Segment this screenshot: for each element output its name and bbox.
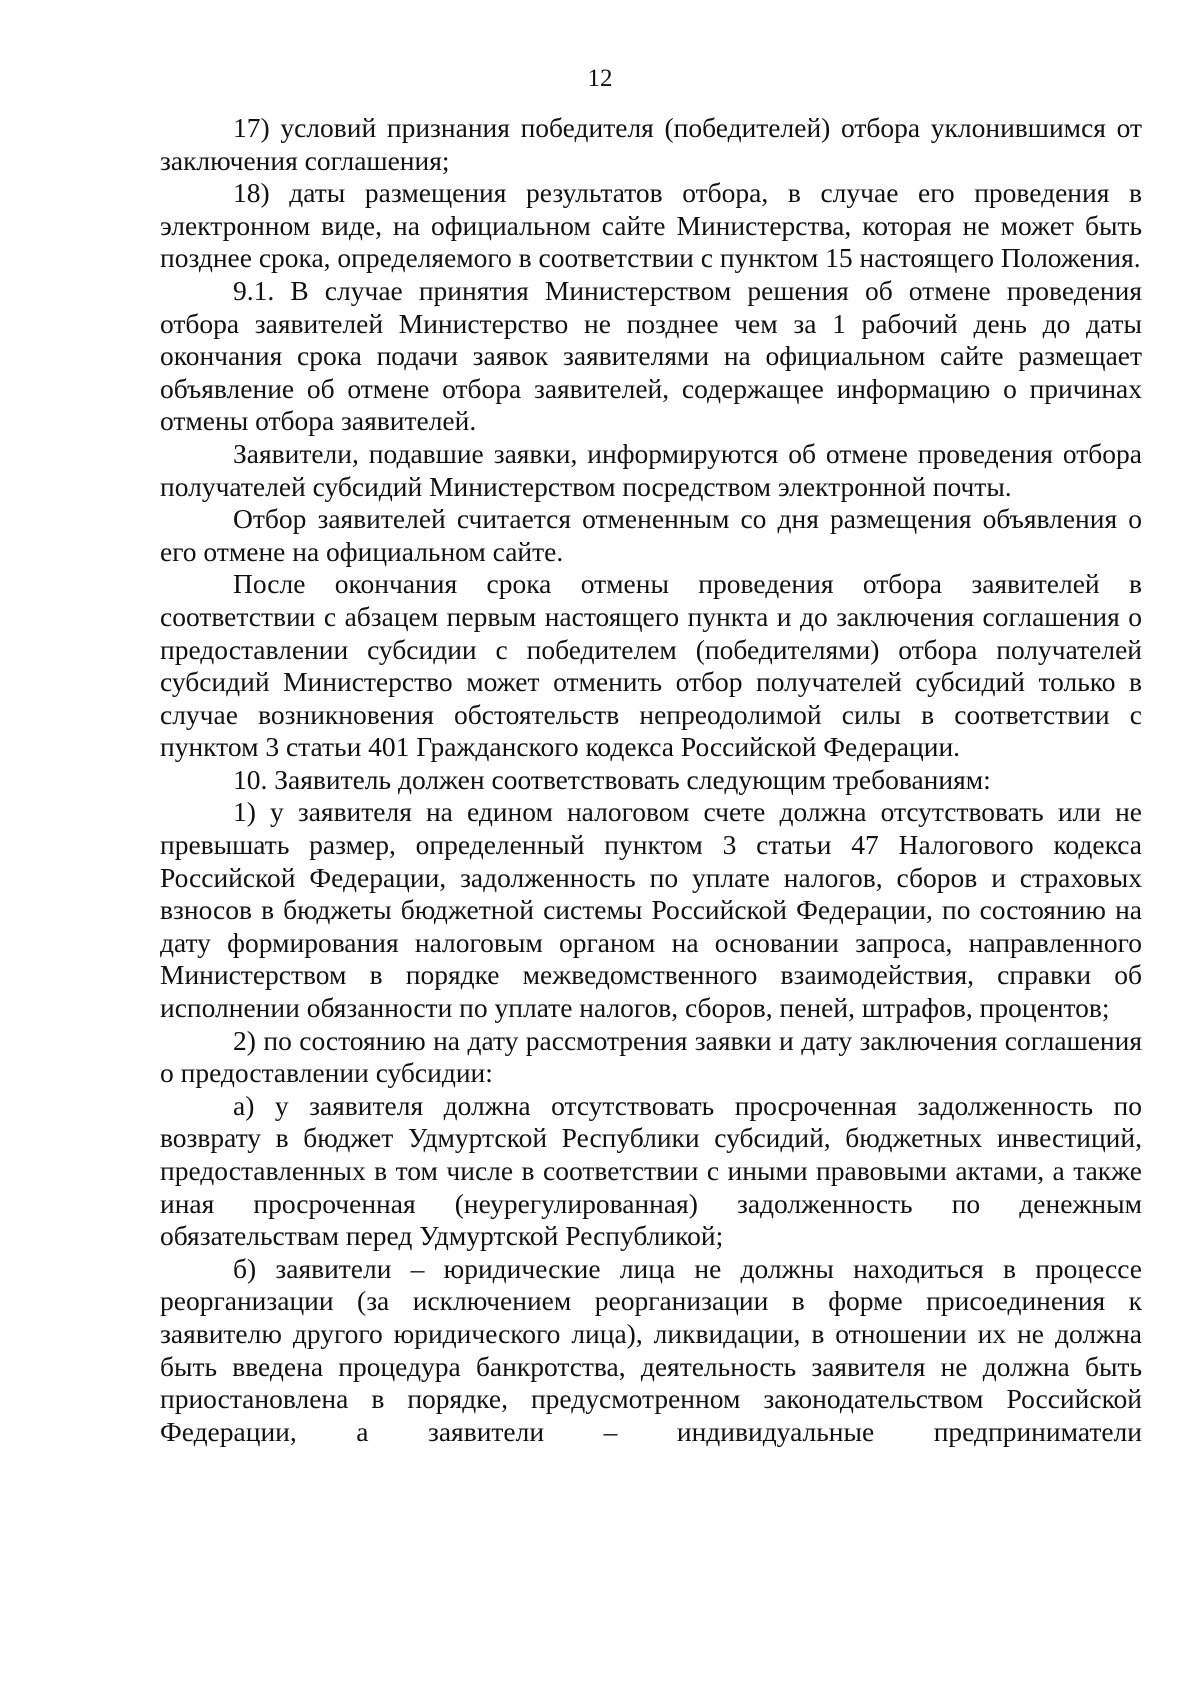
paragraph-item-17: 17) условий признания победителя (победителей) отбора уклонившимся от заключения соглашения;	[160, 112, 1142, 176]
paragraph-applicants-informed: Заявители, подавшие заявки, информируются об отмене проведения отбора получателей субсидий Министерством посредством электронной почты.	[160, 437, 1142, 502]
paragraph-9-1: 9.1. В случае принятия Министерством решения об отмене проведения отбора заявителей Министерство не позднее чем за 1 рабочий день до даты окончания срока подачи заявок заявителями на официальном сайте размещает объявление об отмене отбора заявителей, содержащее информацию о причинах отмены отбора заявителей.	[160, 274, 1142, 437]
paragraph-requirement-2: 2) по состоянию на дату рассмотрения заявки и дату заключения соглашения о предоставлении субсидии:	[160, 1024, 1142, 1089]
paragraph-10: 10. Заявитель должен соответствовать следующим требованиям:	[233, 763, 991, 795]
page-number: 12	[587, 65, 613, 92]
paragraph-after-cancellation-period: После окончания срока отмены проведения отбора заявителей в соответствии с абзацем первым настоящего пункта и до заключения соглашения о предоставлении субсидии с победителем (победителями) отбора получателей субсидий Министерство может отменить отбор получателей субсидий только в случае возникновения обстоятельств непреодолимой силы в соответствии с пунктом 3 статьи 401 Гражданского кодекса Российской Федерации.	[160, 568, 1142, 763]
paragraph-selection-cancelled: Отбор заявителей считается отмененным со дня размещения объявления о его отмене на официальном сайте.	[160, 503, 1142, 567]
paragraph-requirement-2b: б) заявители – юридические лица не должны находиться в процессе реорганизации (за исключением реорганизации в форме присоединения к заявителю другого юридического лица), ликвидации, в отношении их не должна быть введена процедура банкротства, деятельность заявителя не должна быть приостановлена в порядке, предусмотренном законодательством Российской Федерации, а заявители – индивидуальные предприниматели	[160, 1252, 1142, 1447]
paragraph-requirement-2a: а) у заявителя должна отсутствовать просроченная задолженность по возврату в бюджет Удмуртской Республики субсидий, бюджетных инвестиций, предоставленных в том числе в соответствии с иными правовыми актами, а также иная просроченная (неурегулированная) задолженность по денежным обязательствам перед Удмуртской Республикой;	[160, 1089, 1142, 1252]
paragraph-item-18: 18) даты размещения результатов отбора, в случае его проведения в электронном виде, на официальном сайте Министерства, которая не может быть позднее срока, определяемого в соответствии с пунктом 15 настоящего Положения.	[160, 177, 1142, 274]
document-body	[160, 112, 1142, 1448]
paragraph-requirement-1: 1) у заявителя на едином налоговом счете должна отсутствовать или не превышать размер, определенный пунктом 3 статьи 47 Налогового кодекса Российской Федерации, задолженность по уплате налогов, сборов и страховых взносов в бюджеты бюджетной системы Российской Федерации, по состоянию на дату формирования налоговым органом на основании запроса, направленного Министерством в порядке межведомственного взаимодействия, справки об исполнении обязанности по уплате налогов, сборов, пеней, штрафов, процентов;	[160, 796, 1142, 1024]
